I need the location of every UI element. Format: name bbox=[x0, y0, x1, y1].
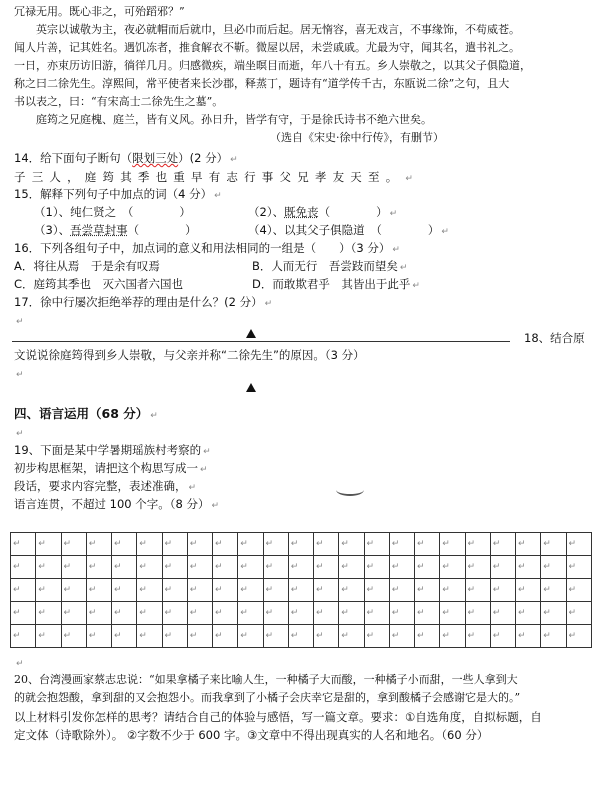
grid-cell[interactable] bbox=[566, 556, 592, 579]
grid-cell[interactable] bbox=[339, 602, 364, 625]
paragraph-mark: ↵ bbox=[189, 631, 198, 641]
paragraph-mark: ↵ bbox=[164, 585, 173, 595]
passage-line: 书以表之，曰：“有宋高士二徐先生之墓”。 bbox=[14, 95, 224, 108]
paragraph-mark: ↵ bbox=[492, 539, 501, 549]
grid-cell[interactable] bbox=[288, 602, 313, 625]
paragraph-mark: ↵ bbox=[391, 631, 400, 641]
paragraph-mark: ↵ bbox=[63, 585, 72, 595]
paragraph-mark: ↵ bbox=[63, 608, 72, 618]
grid-cell[interactable] bbox=[566, 625, 592, 648]
grid-cell[interactable] bbox=[238, 602, 263, 625]
grid-cell[interactable] bbox=[465, 533, 490, 556]
paragraph-mark: ↵ bbox=[63, 539, 72, 549]
grid-cell[interactable] bbox=[187, 579, 212, 602]
paragraph-mark: ↵ bbox=[290, 631, 299, 641]
paragraph-mark: ↵ bbox=[341, 539, 349, 549]
question-19-line-4: 语言连贯，不超过 100 个字。（8 分） ↵ bbox=[14, 497, 220, 511]
paragraph-mark: ↵ bbox=[38, 562, 46, 572]
paragraph-mark: ↵ bbox=[13, 631, 21, 641]
grid-cell[interactable] bbox=[238, 533, 263, 556]
paragraph-mark: ↵ bbox=[290, 562, 299, 572]
paragraph-mark: ↵ bbox=[316, 631, 324, 641]
grid-cell[interactable] bbox=[490, 556, 515, 579]
grid-cell[interactable] bbox=[238, 625, 263, 648]
grid-cell[interactable] bbox=[187, 602, 212, 625]
grid-cell[interactable] bbox=[566, 602, 592, 625]
grid-cell[interactable] bbox=[11, 533, 36, 556]
paragraph-mark: ↵ bbox=[13, 539, 21, 549]
grid-cell[interactable] bbox=[238, 556, 263, 579]
paragraph-mark: ↵ bbox=[316, 539, 324, 549]
grid-cell[interactable] bbox=[465, 556, 490, 579]
grid-cell[interactable] bbox=[566, 533, 592, 556]
grid-cell[interactable] bbox=[187, 533, 212, 556]
paragraph-mark: ↵ bbox=[240, 631, 248, 641]
grid-cell[interactable] bbox=[162, 556, 187, 579]
paragraph-mark: ↵ bbox=[240, 562, 248, 572]
grid-cell[interactable] bbox=[137, 625, 162, 648]
grid-cell[interactable] bbox=[490, 625, 515, 648]
grid-cell[interactable] bbox=[490, 579, 515, 602]
grid-cell[interactable] bbox=[86, 579, 111, 602]
grid-cell[interactable] bbox=[162, 579, 187, 602]
grid-cell[interactable] bbox=[364, 579, 389, 602]
paragraph-mark: ↵ bbox=[63, 562, 72, 572]
grid-cell[interactable] bbox=[314, 556, 339, 579]
paragraph-mark: ↵ bbox=[442, 562, 450, 572]
grid-cell[interactable] bbox=[36, 625, 61, 648]
grid-cell[interactable] bbox=[415, 533, 440, 556]
paragraph-mark: ↵ bbox=[240, 608, 248, 618]
grid-cell[interactable] bbox=[162, 625, 187, 648]
grid-cell[interactable] bbox=[11, 625, 36, 648]
grid-cell[interactable] bbox=[213, 533, 238, 556]
paragraph-mark: ↵ bbox=[417, 608, 425, 618]
paragraph-mark: ↵ bbox=[13, 562, 21, 572]
paragraph-mark: ↵ bbox=[467, 631, 476, 641]
grid-cell[interactable] bbox=[440, 556, 465, 579]
triangle-marker-icon bbox=[246, 383, 256, 392]
paragraph-mark: ↵ bbox=[88, 562, 97, 572]
grid-cell[interactable] bbox=[516, 579, 541, 602]
grid-cell[interactable] bbox=[162, 602, 187, 625]
grid-cell[interactable] bbox=[61, 579, 86, 602]
grid-cell[interactable] bbox=[541, 625, 566, 648]
paragraph-mark: ↵ bbox=[442, 539, 450, 549]
paragraph-mark: ↵ bbox=[568, 608, 577, 618]
question-20-line-2: 的就会抱怨酸，拿到甜的又会抱怨小。而我拿到了小橘子会庆幸它是甜的，拿到酸橘子会感谢它是大的。” bbox=[14, 691, 521, 704]
paragraph-mark: ↵ bbox=[139, 585, 147, 595]
grid-cell[interactable] bbox=[112, 533, 137, 556]
grid-cell[interactable] bbox=[364, 556, 389, 579]
paragraph-mark: ↵ bbox=[189, 539, 198, 549]
grid-cell[interactable] bbox=[86, 556, 111, 579]
grid-cell[interactable] bbox=[339, 579, 364, 602]
paragraph-mark: ↵ bbox=[568, 585, 577, 595]
paragraph-mark: ↵ bbox=[13, 585, 21, 595]
paragraph-mark: ↵ bbox=[341, 631, 349, 641]
grid-row bbox=[11, 625, 592, 648]
paragraph-mark: ↵ bbox=[265, 631, 274, 641]
grid-cell[interactable] bbox=[112, 602, 137, 625]
grid-cell[interactable] bbox=[541, 602, 566, 625]
paragraph-mark: ↵ bbox=[88, 631, 97, 641]
grid-cell[interactable] bbox=[213, 602, 238, 625]
paragraph-mark: ↵ bbox=[391, 585, 400, 595]
grid-cell[interactable] bbox=[137, 602, 162, 625]
paragraph-mark: ↵ bbox=[543, 585, 551, 595]
grid-cell[interactable] bbox=[61, 533, 86, 556]
grid-cell[interactable] bbox=[389, 579, 414, 602]
paragraph-mark: ↵ bbox=[38, 585, 46, 595]
grid-cell[interactable] bbox=[86, 602, 111, 625]
paragraph-mark: ↵ bbox=[240, 585, 248, 595]
passage-source: （选自《宋史·徐中行传》，有删节） bbox=[270, 131, 444, 144]
paragraph-mark: ↵ bbox=[316, 585, 324, 595]
grid-cell[interactable] bbox=[112, 579, 137, 602]
paragraph-mark: ↵ bbox=[265, 539, 274, 549]
grid-cell[interactable] bbox=[86, 533, 111, 556]
grid-cell[interactable] bbox=[187, 625, 212, 648]
question-19-line-2: 初步构思框架，请把这个构思写成一 ↵ bbox=[14, 461, 208, 475]
grid-cell[interactable] bbox=[415, 625, 440, 648]
paragraph-mark: ↵ bbox=[391, 608, 400, 618]
answer-grid[interactable] bbox=[10, 532, 592, 648]
passage-line: 庭筠之兄庭槐、庭兰，皆有义风。孙日升，皆学有守，于是徐氏诗书不绝六世矣。 bbox=[36, 113, 432, 126]
grid-cell[interactable] bbox=[11, 602, 36, 625]
empty-paragraph: ↵ bbox=[16, 317, 24, 327]
grid-cell[interactable] bbox=[288, 625, 313, 648]
grid-cell[interactable] bbox=[314, 625, 339, 648]
paragraph-mark: ↵ bbox=[164, 539, 173, 549]
paragraph-mark: ↵ bbox=[265, 608, 274, 618]
question-14-sentence: 子三人，庭筠其季也重早有志行事父兄孝友天至。 ↵ bbox=[14, 170, 420, 184]
question-15-item-1: （1）、纯仁贤之 （ ） bbox=[34, 205, 191, 219]
grid-row bbox=[11, 579, 592, 602]
question-14-stem: 14．给下面句子断句（限划三处）(2 分） ↵ bbox=[14, 151, 238, 165]
grid-cell[interactable] bbox=[465, 602, 490, 625]
grid-cell[interactable] bbox=[11, 579, 36, 602]
paragraph-mark: ↵ bbox=[467, 539, 476, 549]
grid-cell[interactable] bbox=[389, 533, 414, 556]
grid-cell[interactable] bbox=[389, 602, 414, 625]
paragraph-mark: ↵ bbox=[341, 585, 349, 595]
paragraph-mark: ↵ bbox=[139, 608, 147, 618]
paragraph-mark: ↵ bbox=[518, 585, 526, 595]
grid-cell[interactable] bbox=[364, 602, 389, 625]
question-20-line-4: 定文体（诗歌除外）。 ②字数不少于 600 字。③文章中不得出现真实的人名和地名。（60 分） bbox=[14, 728, 489, 742]
grid-cell[interactable] bbox=[137, 579, 162, 602]
paragraph-mark: ↵ bbox=[518, 608, 526, 618]
paragraph-mark: ↵ bbox=[417, 585, 425, 595]
grid-cell[interactable] bbox=[339, 625, 364, 648]
paragraph-mark: ↵ bbox=[290, 585, 299, 595]
grid-cell[interactable] bbox=[314, 602, 339, 625]
paragraph-mark: ↵ bbox=[492, 608, 501, 618]
grid-cell[interactable] bbox=[137, 556, 162, 579]
grid-cell[interactable] bbox=[440, 579, 465, 602]
paragraph-mark: ↵ bbox=[215, 539, 223, 549]
grid-cell[interactable] bbox=[440, 625, 465, 648]
grid-cell[interactable] bbox=[263, 625, 288, 648]
grid-cell[interactable] bbox=[566, 579, 592, 602]
paragraph-mark: ↵ bbox=[366, 539, 375, 549]
paragraph-mark: ↵ bbox=[240, 539, 248, 549]
paragraph-mark: ↵ bbox=[492, 562, 501, 572]
grid-cell[interactable] bbox=[465, 579, 490, 602]
grid-cell[interactable] bbox=[440, 602, 465, 625]
paragraph-mark: ↵ bbox=[568, 562, 577, 572]
paragraph-mark: ↵ bbox=[88, 608, 97, 618]
grid-cell[interactable] bbox=[61, 556, 86, 579]
empty-paragraph: ↵ bbox=[16, 370, 24, 380]
paragraph-mark: ↵ bbox=[467, 562, 476, 572]
grid-cell[interactable] bbox=[415, 556, 440, 579]
grid-cell[interactable] bbox=[516, 556, 541, 579]
paragraph-mark: ↵ bbox=[366, 608, 375, 618]
question-16-option-a: A．将往从焉 于是余有叹焉 bbox=[14, 259, 160, 273]
paragraph-mark: ↵ bbox=[543, 562, 551, 572]
grid-cell[interactable] bbox=[415, 579, 440, 602]
grid-cell[interactable] bbox=[314, 533, 339, 556]
grid-cell[interactable] bbox=[288, 579, 313, 602]
paragraph-mark: ↵ bbox=[366, 631, 375, 641]
question-18-stem: 文说说徐庭筠得到乡人崇敬，与父亲并称“二徐先生”的原因。（3 分） bbox=[14, 348, 365, 362]
grid-cell[interactable] bbox=[516, 533, 541, 556]
grid-cell[interactable] bbox=[288, 533, 313, 556]
grid-cell[interactable] bbox=[516, 602, 541, 625]
paragraph-mark: ↵ bbox=[164, 562, 173, 572]
paragraph-mark: ↵ bbox=[290, 608, 299, 618]
paragraph-mark: ↵ bbox=[391, 562, 400, 572]
question-15-item-3: （3）、吾尝草封事（ ） bbox=[34, 223, 197, 237]
question-16-option-d: D．而敢欺君乎 其皆出于此乎 ↵ bbox=[252, 277, 420, 291]
grid-cell[interactable] bbox=[61, 602, 86, 625]
paragraph-mark: ↵ bbox=[265, 562, 274, 572]
question-16-option-b: B．人而无行 吾尝跂而望矣 ↵ bbox=[252, 259, 408, 273]
paragraph-mark: ↵ bbox=[114, 585, 122, 595]
paragraph-mark: ↵ bbox=[492, 585, 501, 595]
paragraph-mark: ↵ bbox=[215, 562, 223, 572]
grid-cell[interactable] bbox=[339, 533, 364, 556]
paragraph-mark: ↵ bbox=[164, 631, 173, 641]
question-20-line-1: 20、台湾漫画家蔡志忠说：“如果拿橘子来比喻人生，一种橘子大而酸，一种橘子小而甜，一些人拿到大 bbox=[14, 673, 518, 686]
paragraph-mark: ↵ bbox=[467, 585, 476, 595]
section-4-title: 四、语言运用（68 分） ↵ bbox=[14, 406, 158, 421]
passage-line: 英宗以诚敬为主，夜必就帽而后就巾，旦必巾而后起。居无惰容，喜无戏言，不事缘饰，不苟威苍。 bbox=[36, 23, 520, 36]
grid-cell[interactable] bbox=[238, 579, 263, 602]
paragraph-mark: ↵ bbox=[316, 608, 324, 618]
question-18-prefix: 18、结合原 bbox=[524, 331, 585, 345]
grid-cell[interactable] bbox=[213, 556, 238, 579]
grid-cell[interactable] bbox=[440, 533, 465, 556]
paragraph-mark: ↵ bbox=[38, 631, 46, 641]
paragraph-mark: ↵ bbox=[13, 608, 21, 618]
paragraph-mark: ↵ bbox=[366, 562, 375, 572]
passage-line: 冗禄无用。既心非之，可殆蹈邪？” bbox=[14, 5, 185, 18]
grid-cell[interactable] bbox=[187, 556, 212, 579]
question-19-line-1: 19、下面是某中学暑期瑶族村考察的 ↵ bbox=[14, 443, 211, 457]
paragraph-mark: ↵ bbox=[114, 539, 122, 549]
paragraph-mark: ↵ bbox=[114, 562, 122, 572]
grid-row bbox=[11, 556, 592, 579]
paragraph-mark: ↵ bbox=[88, 585, 97, 595]
passage-line: 称之曰二徐先生。淳熙间，常平使者来长沙郡，释蒸丁，题诗有“道学传千古，东瓯说二徐”之句，且大 bbox=[14, 77, 510, 90]
faint-arc-mark bbox=[336, 484, 364, 496]
paragraph-mark: ↵ bbox=[139, 631, 147, 641]
grid-cell[interactable] bbox=[389, 556, 414, 579]
question-16-option-c: C．庭筠其季也 灭六国者六国也 bbox=[14, 277, 184, 291]
paragraph-mark: ↵ bbox=[492, 631, 501, 641]
grid-cell[interactable] bbox=[112, 625, 137, 648]
empty-paragraph: ↵ bbox=[16, 659, 24, 669]
grid-cell[interactable] bbox=[112, 556, 137, 579]
paragraph-mark: ↵ bbox=[189, 585, 198, 595]
grid-cell[interactable] bbox=[213, 625, 238, 648]
paragraph-mark: ↵ bbox=[518, 539, 526, 549]
grid-cell[interactable] bbox=[36, 556, 61, 579]
answer-line bbox=[12, 341, 510, 342]
grid-cell[interactable] bbox=[213, 579, 238, 602]
grid-cell[interactable] bbox=[162, 533, 187, 556]
question-16-stem: 16．下列各组句子中，加点词的意义和用法相同的一组是（ ）（3 分） ↵ bbox=[14, 241, 400, 255]
paragraph-mark: ↵ bbox=[417, 539, 425, 549]
paragraph-mark: ↵ bbox=[417, 562, 425, 572]
paragraph-mark: ↵ bbox=[341, 562, 349, 572]
grid-cell[interactable] bbox=[11, 556, 36, 579]
empty-paragraph: ↵ bbox=[16, 429, 24, 439]
paragraph-mark: ↵ bbox=[164, 608, 173, 618]
grid-cell[interactable] bbox=[516, 625, 541, 648]
paragraph-mark: ↵ bbox=[568, 539, 577, 549]
paragraph-mark: ↵ bbox=[543, 608, 551, 618]
grid-cell[interactable] bbox=[465, 625, 490, 648]
grid-cell[interactable] bbox=[415, 602, 440, 625]
question-15-item-2: （2）、既免丧（ ） ↵ bbox=[248, 205, 398, 219]
question-15-item-4: （4）、以其父子俱隐道 （ ） ↵ bbox=[248, 223, 449, 237]
grid-cell[interactable] bbox=[364, 533, 389, 556]
question-17-stem: 17．徐中行屡次拒绝举荐的理由是什么？(2 分） ↵ bbox=[14, 295, 273, 309]
paragraph-mark: ↵ bbox=[366, 585, 375, 595]
question-15-stem: 15．解释下列句子中加点的词（4 分） ↵ bbox=[14, 187, 222, 201]
grid-cell[interactable] bbox=[364, 625, 389, 648]
grid-cell[interactable] bbox=[36, 533, 61, 556]
paragraph-mark: ↵ bbox=[38, 539, 46, 549]
paragraph-mark: ↵ bbox=[189, 608, 198, 618]
question-20-line-3: 以上材料引发你怎样的思考？请结合自己的体验与感悟，写一篇文章。要求：①自选角度，自拟标题，自 bbox=[14, 710, 542, 724]
paragraph-mark: ↵ bbox=[518, 562, 526, 572]
paragraph-mark: ↵ bbox=[38, 608, 46, 618]
paragraph-mark: ↵ bbox=[442, 631, 450, 641]
paragraph-mark: ↵ bbox=[189, 562, 198, 572]
paragraph-mark: ↵ bbox=[417, 631, 425, 641]
paragraph-mark: ↵ bbox=[290, 539, 299, 549]
grid-cell[interactable] bbox=[263, 556, 288, 579]
grid-row bbox=[11, 602, 592, 625]
paragraph-mark: ↵ bbox=[442, 608, 450, 618]
passage-line: 一日，亦束历访旧游，徜徉几月。归感微疾，端坐暝目而逝，年八十有五。乡人崇敬之，以其父子俱隐道， bbox=[14, 59, 531, 72]
paragraph-mark: ↵ bbox=[568, 631, 577, 641]
paragraph-mark: ↵ bbox=[391, 539, 400, 549]
paragraph-mark: ↵ bbox=[215, 585, 223, 595]
grid-cell[interactable] bbox=[263, 533, 288, 556]
grid-cell[interactable] bbox=[541, 579, 566, 602]
grid-cell[interactable] bbox=[86, 625, 111, 648]
paragraph-mark: ↵ bbox=[518, 631, 526, 641]
paragraph-mark: ↵ bbox=[215, 608, 223, 618]
paragraph-mark: ↵ bbox=[63, 631, 72, 641]
paragraph-mark: ↵ bbox=[139, 562, 147, 572]
grid-cell[interactable] bbox=[263, 602, 288, 625]
question-19-line-3: 段话，要求内容完整，表述准确， ↵ bbox=[14, 479, 197, 493]
grid-cell[interactable] bbox=[288, 556, 313, 579]
paragraph-mark: ↵ bbox=[114, 608, 122, 618]
grid-cell[interactable] bbox=[490, 533, 515, 556]
passage-line: 闻人片善，记其姓名。遇饥冻者，推食解衣不靳。微屋以居，未尝戚戚。尤最为守，闻其名，遣书礼之。 bbox=[14, 41, 520, 54]
paragraph-mark: ↵ bbox=[215, 631, 223, 641]
paragraph-mark: ↵ bbox=[341, 608, 349, 618]
grid-cell[interactable] bbox=[490, 602, 515, 625]
grid-cell[interactable] bbox=[389, 625, 414, 648]
paragraph-mark: ↵ bbox=[316, 562, 324, 572]
paragraph-mark: ↵ bbox=[543, 631, 551, 641]
grid-cell[interactable] bbox=[137, 533, 162, 556]
paragraph-mark: ↵ bbox=[442, 585, 450, 595]
paragraph-mark: ↵ bbox=[265, 585, 274, 595]
grid-cell[interactable] bbox=[541, 556, 566, 579]
grid-cell[interactable] bbox=[61, 625, 86, 648]
paragraph-mark: ↵ bbox=[139, 539, 147, 549]
paragraph-mark: ↵ bbox=[114, 631, 122, 641]
grid-row bbox=[11, 533, 592, 556]
triangle-marker-icon bbox=[246, 329, 256, 338]
paragraph-mark: ↵ bbox=[467, 608, 476, 618]
grid-cell[interactable] bbox=[541, 533, 566, 556]
grid-cell[interactable] bbox=[36, 579, 61, 602]
grid-cell[interactable] bbox=[263, 579, 288, 602]
paragraph-mark: ↵ bbox=[543, 539, 551, 549]
paragraph-mark: ↵ bbox=[88, 539, 97, 549]
grid-cell[interactable] bbox=[36, 602, 61, 625]
grid-cell[interactable] bbox=[314, 579, 339, 602]
grid-cell[interactable] bbox=[339, 556, 364, 579]
